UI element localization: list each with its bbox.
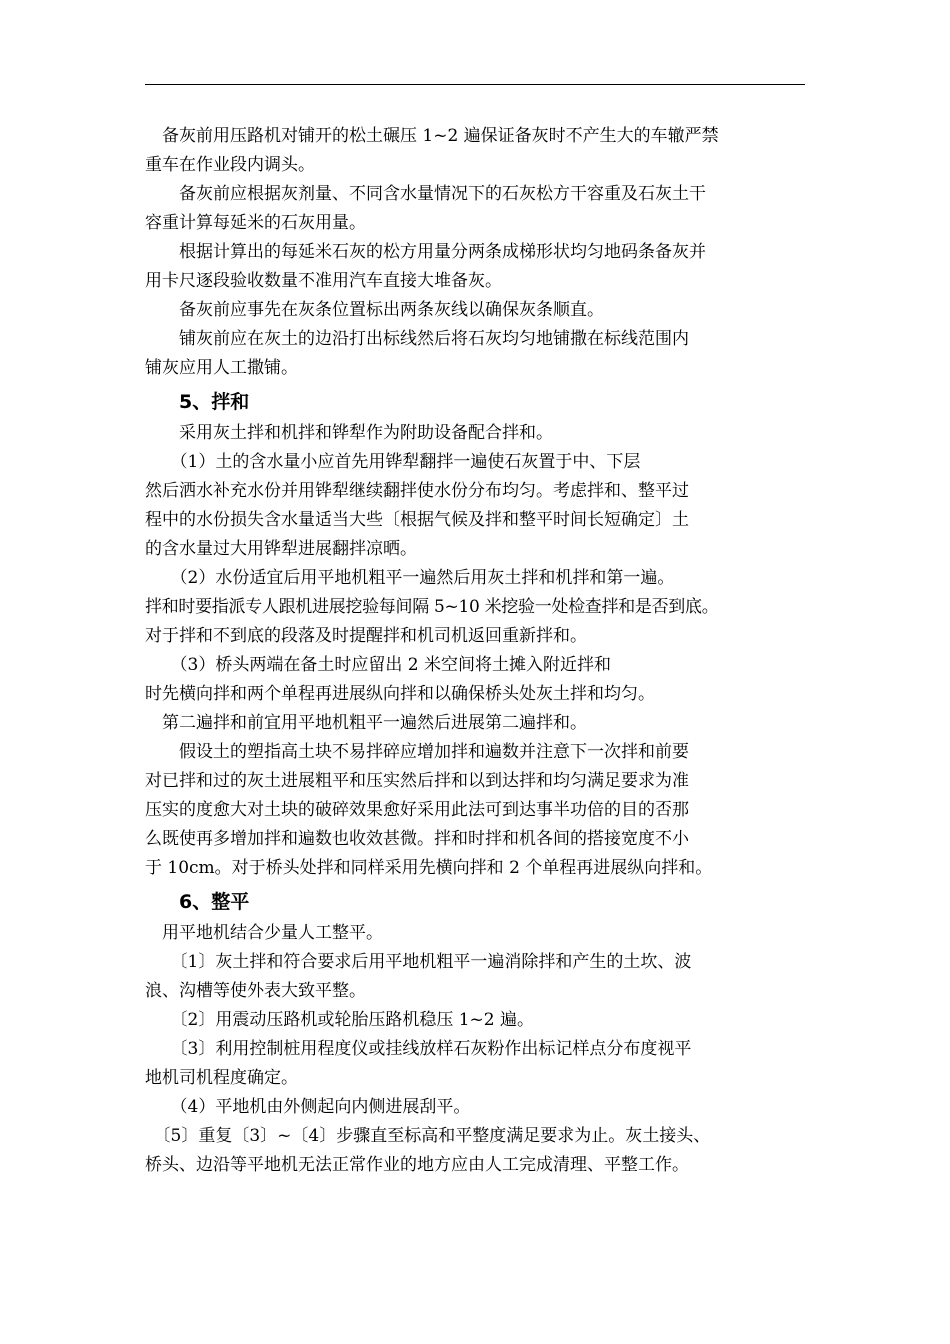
body-line: 对已拌和过的灰土进展粗平和压实然后拌和以到达拌和均匀满足要求为准 (145, 771, 689, 791)
body-line: 假设土的塑指高土块不易拌碎应增加拌和遍数并注意下一次拌和前要 (145, 742, 689, 762)
body-line: 容重计算每延米的石灰用量。 (145, 213, 366, 233)
document-body (145, 122, 807, 1180)
section-heading-mixing: 5、拌和 (179, 391, 250, 413)
body-line: （1）土的含水量小应首先用铧犁翻拌一遍使石灰置于中、下层 (145, 452, 641, 472)
body-line: 〔5〕重复〔3〕~〔4〕步骤直至标高和平整度满足要求为止。灰土接头、 (145, 1126, 711, 1146)
body-line: 备灰前应事先在灰条位置标出两条灰线以确保灰条顺直。 (145, 300, 604, 320)
body-line: 铺灰前应在灰土的边沿打出标线然后将石灰均匀地铺撒在标线范围内 (145, 329, 689, 349)
body-line: 地机司机程度确定。 (145, 1068, 298, 1088)
body-line: 〔1〕灰土拌和符合要求后用平地机粗平一遍消除拌和产生的土坎、波 (145, 952, 692, 972)
body-line: 用平地机结合少量人工整平。 (145, 923, 383, 943)
body-line: 压实的度愈大对土块的破碎效果愈好采用此法可到达事半功倍的目的否那 (145, 800, 689, 820)
body-line: 备灰前用压路机对铺开的松土碾压 1~2 遍保证备灰时不产生大的车辙严禁 (145, 126, 719, 146)
body-line: 的含水量过大用铧犁进展翻拌凉晒。 (145, 539, 417, 559)
body-line: 程中的水份损失含水量适当大些〔根据气候及拌和整平时间长短确定〕土 (145, 510, 689, 530)
body-line: 〔2〕用震动压路机或轮胎压路机稳压 1~2 遍。 (145, 1010, 534, 1030)
body-line: 时先横向拌和两个单程再进展纵向拌和以确保桥头处灰土拌和均匀。 (145, 684, 655, 704)
body-line: 浪、沟槽等使外表大致平整。 (145, 981, 366, 1001)
body-line: 〔3〕利用控制桩用程度仪或挂线放样石灰粉作出标记样点分布度视平 (145, 1039, 692, 1059)
header-rule (145, 84, 805, 85)
body-line: （2）水份适宜后用平地机粗平一遍然后用灰土拌和机拌和第一遍。 (145, 568, 675, 588)
body-line: 然后洒水补充水份并用铧犁继续翻拌使水份分布均匀。考虑拌和、整平过 (145, 481, 689, 501)
body-line: （4）平地机由外侧起向内侧进展刮平。 (145, 1097, 471, 1117)
body-line: 备灰前应根据灰剂量、不同含水量情况下的石灰松方干容重及石灰土干 (145, 184, 706, 204)
body-line: 么既使再多增加拌和遍数也收效甚微。拌和时拌和机各间的搭接宽度不小 (145, 829, 689, 849)
body-line: 铺灰应用人工撒铺。 (145, 358, 298, 378)
body-line: （3）桥头两端在备土时应留出 2 米空间将土摊入附近拌和 (145, 655, 611, 675)
body-line: 采用灰土拌和机拌和铧犁作为附助设备配合拌和。 (145, 423, 553, 443)
body-line: 根据计算出的每延米石灰的松方用量分两条成梯形状均匀地码条备灰并 (145, 242, 706, 262)
body-line: 用卡尺逐段验收数量不准用汽车直接大堆备灰。 (145, 271, 502, 291)
body-line: 于 10cm。对于桥头处拌和同样采用先横向拌和 2 个单程再进展纵向拌和。 (145, 858, 713, 878)
body-line: 桥头、边沿等平地机无法正常作业的地方应由人工完成清理、平整工作。 (145, 1155, 689, 1175)
body-line: 第二遍拌和前宜用平地机粗平一遍然后进展第二遍拌和。 (145, 713, 587, 733)
section-heading-leveling: 6、整平 (179, 891, 250, 913)
body-line: 对于拌和不到底的段落及时提醒拌和机司机返回重新拌和。 (145, 626, 587, 646)
body-line: 拌和时要指派专人跟机进展挖验每间隔 5~10 米挖验一处检查拌和是否到底。 (145, 597, 719, 617)
body-line: 重车在作业段内调头。 (145, 155, 315, 175)
